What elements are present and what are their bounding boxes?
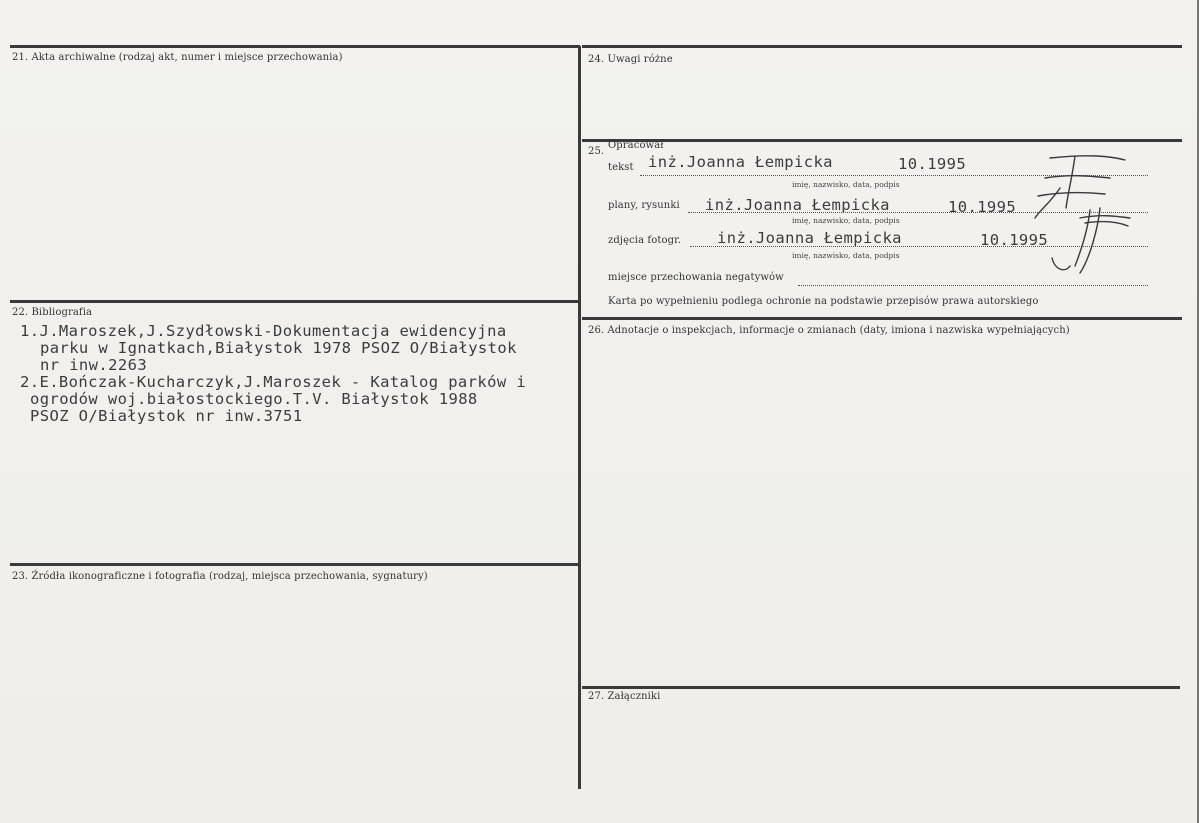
section-26-label: 26. Adnotacje o inspekcjach, informacje o zmianach (daty, imiona i nazwiska wypełniających) (588, 325, 1070, 336)
row-plany-label: plany, rysunki (608, 200, 680, 211)
bibliography-line-5: ogrodów woj.białostockiego.T.V. Białystok 1988 (30, 390, 478, 408)
row-tekst-value: inż.Joanna Łempicka (648, 153, 833, 171)
divider-22-23 (10, 563, 578, 566)
section-22-label: 22. Bibliografia (12, 307, 93, 318)
divider-26-27 (582, 686, 1180, 689)
row-tekst-label: tekst (608, 162, 634, 173)
row-zdjecia-date: 10.1995 (980, 231, 1049, 249)
negatives-label: miejsce przechowania negatywów (608, 272, 784, 283)
bibliography-line-2: parku w Ignatkach,Białystok 1978 PSOZ O/Białystok (40, 339, 517, 357)
section-24-label: 24. Uwagi różne (588, 54, 673, 65)
divider-21-22 (10, 300, 578, 303)
bibliography-line-4: 2.E.Bończak-Kucharczyk,J.Maroszek - Katalog parków i (20, 373, 527, 391)
section-25-title: Opracował (608, 140, 664, 151)
row-plany-caption: imię, nazwisko, data, podpis (792, 216, 900, 225)
row-tekst-date: 10.1995 (898, 155, 967, 173)
bibliography-line-3: nr inw.2263 (40, 356, 148, 374)
section-23-label: 23. Źródła ikonograficzne i fotografia (rodzaj, miejsca przechowania, sygnatury) (12, 571, 428, 582)
divider-24-25 (582, 139, 1182, 142)
divider-25-26 (582, 317, 1182, 320)
copyright-note: Karta po wypełnieniu podlega ochronie na podstawie przepisów prawa autorskiego (608, 296, 1039, 307)
section-27-label: 27. Załączniki (588, 691, 661, 702)
row-zdjecia-label: zdjęcia fotogr. (608, 235, 682, 246)
section-25-number: 25. (588, 146, 605, 157)
negatives-line (798, 285, 1148, 286)
signature-mark (1030, 148, 1140, 278)
bibliography-line-1: 1.J.Maroszek,J.Szydłowski-Dokumentacja ewidencyjna (20, 322, 507, 340)
row-tekst-caption: imię, nazwisko, data, podpis (792, 180, 900, 189)
top-rule-left (10, 45, 580, 48)
row-zdjecia-value: inż.Joanna Łempicka (717, 229, 902, 247)
column-divider (578, 46, 581, 789)
top-rule-right (582, 45, 1182, 48)
row-plany-value: inż.Joanna Łempicka (705, 196, 890, 214)
row-plany-date: 10.1995 (948, 198, 1017, 216)
bibliography-line-6: PSOZ O/Białystok nr inw.3751 (30, 407, 303, 425)
row-zdjecia-caption: imię, nazwisko, data, podpis (792, 251, 900, 260)
section-21-label: 21. Akta archiwalne (rodzaj akt, numer i miejsce przechowania) (12, 52, 343, 63)
